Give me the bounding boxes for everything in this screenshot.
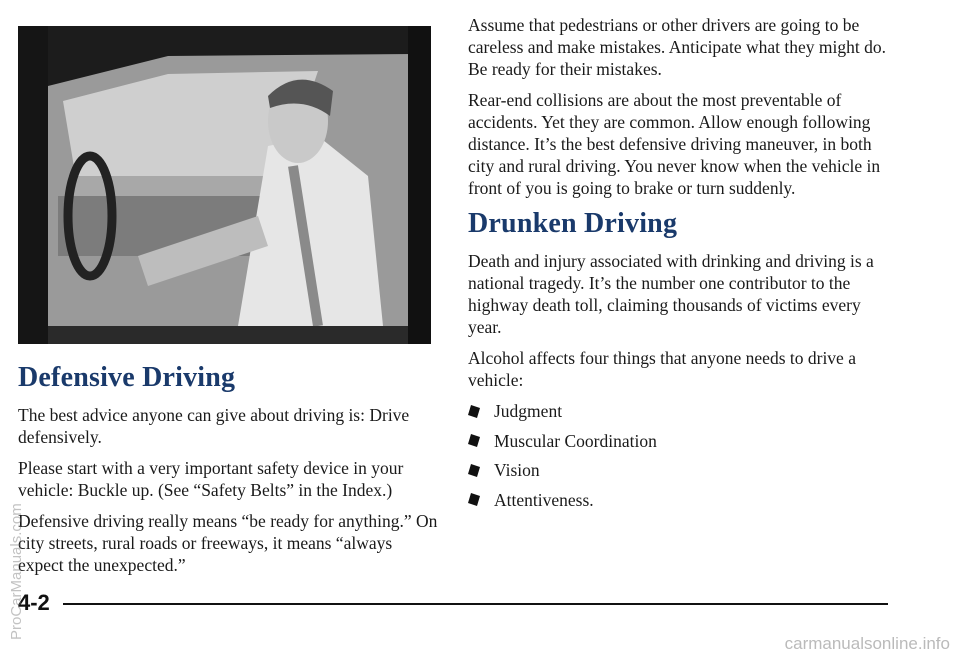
page-number: 4-2: [18, 590, 50, 615]
footer-divider: [63, 603, 888, 605]
paragraph: Alcohol affects four things that anyone needs to drive a vehicle:: [468, 348, 856, 390]
list-item-label: Muscular Coordination: [494, 430, 657, 451]
drunken-driving-heading: Drunken Driving: [468, 208, 678, 239]
paragraph: Rear-end collisions are about the most preventable of accidents. Yet they are common. Allow enough following distance. It’s the best defensive driving maneuver, in both city and rural driving. You never know when the vehicle in front of you is going to brake or turn suddenly.: [468, 90, 881, 198]
corner-watermark: carmanualsonline.info: [784, 634, 950, 653]
right-column: [468, 14, 898, 518]
paragraph: Defensive driving really means “be ready for anything.” On city streets, rural roads or freeways, it means “always expect the unexpected.”: [18, 511, 438, 575]
list-item: [468, 400, 898, 422]
alcohol-effects-list: [468, 400, 898, 511]
list-item: [468, 430, 898, 452]
list-item: [468, 489, 898, 511]
bullet-icon: [468, 405, 480, 418]
side-watermark: ProCarManuals.com: [8, 503, 25, 640]
bullet-icon: [468, 493, 480, 506]
paragraph: Assume that pedestrians or other drivers are going to be careless and make mistakes. Anticipate what they might do. Be ready for their mistakes.: [468, 15, 886, 79]
paragraph: The best advice anyone can give about driving is: Drive defensively.: [18, 405, 410, 447]
list-item: [468, 459, 898, 481]
list-item-label: Vision: [494, 460, 540, 480]
left-column: [18, 362, 438, 585]
paragraph: Please start with a very important safety device in your vehicle: Buckle up. (See “Safety Belts” in the Index.): [18, 458, 404, 500]
defensive-driving-heading: Defensive Driving: [18, 362, 236, 393]
list-item-label: Judgment: [494, 401, 563, 421]
driver-illustration: [18, 26, 431, 344]
list-item-label: Attentiveness.: [494, 489, 594, 510]
bullet-icon: [468, 434, 480, 447]
bullet-icon: [468, 464, 480, 477]
page-footer: [18, 590, 888, 614]
paragraph: Death and injury associated with drinking and driving is a national tragedy. It’s the number one contributor to the highway death toll, claiming thousands of victims every year.: [468, 251, 874, 337]
